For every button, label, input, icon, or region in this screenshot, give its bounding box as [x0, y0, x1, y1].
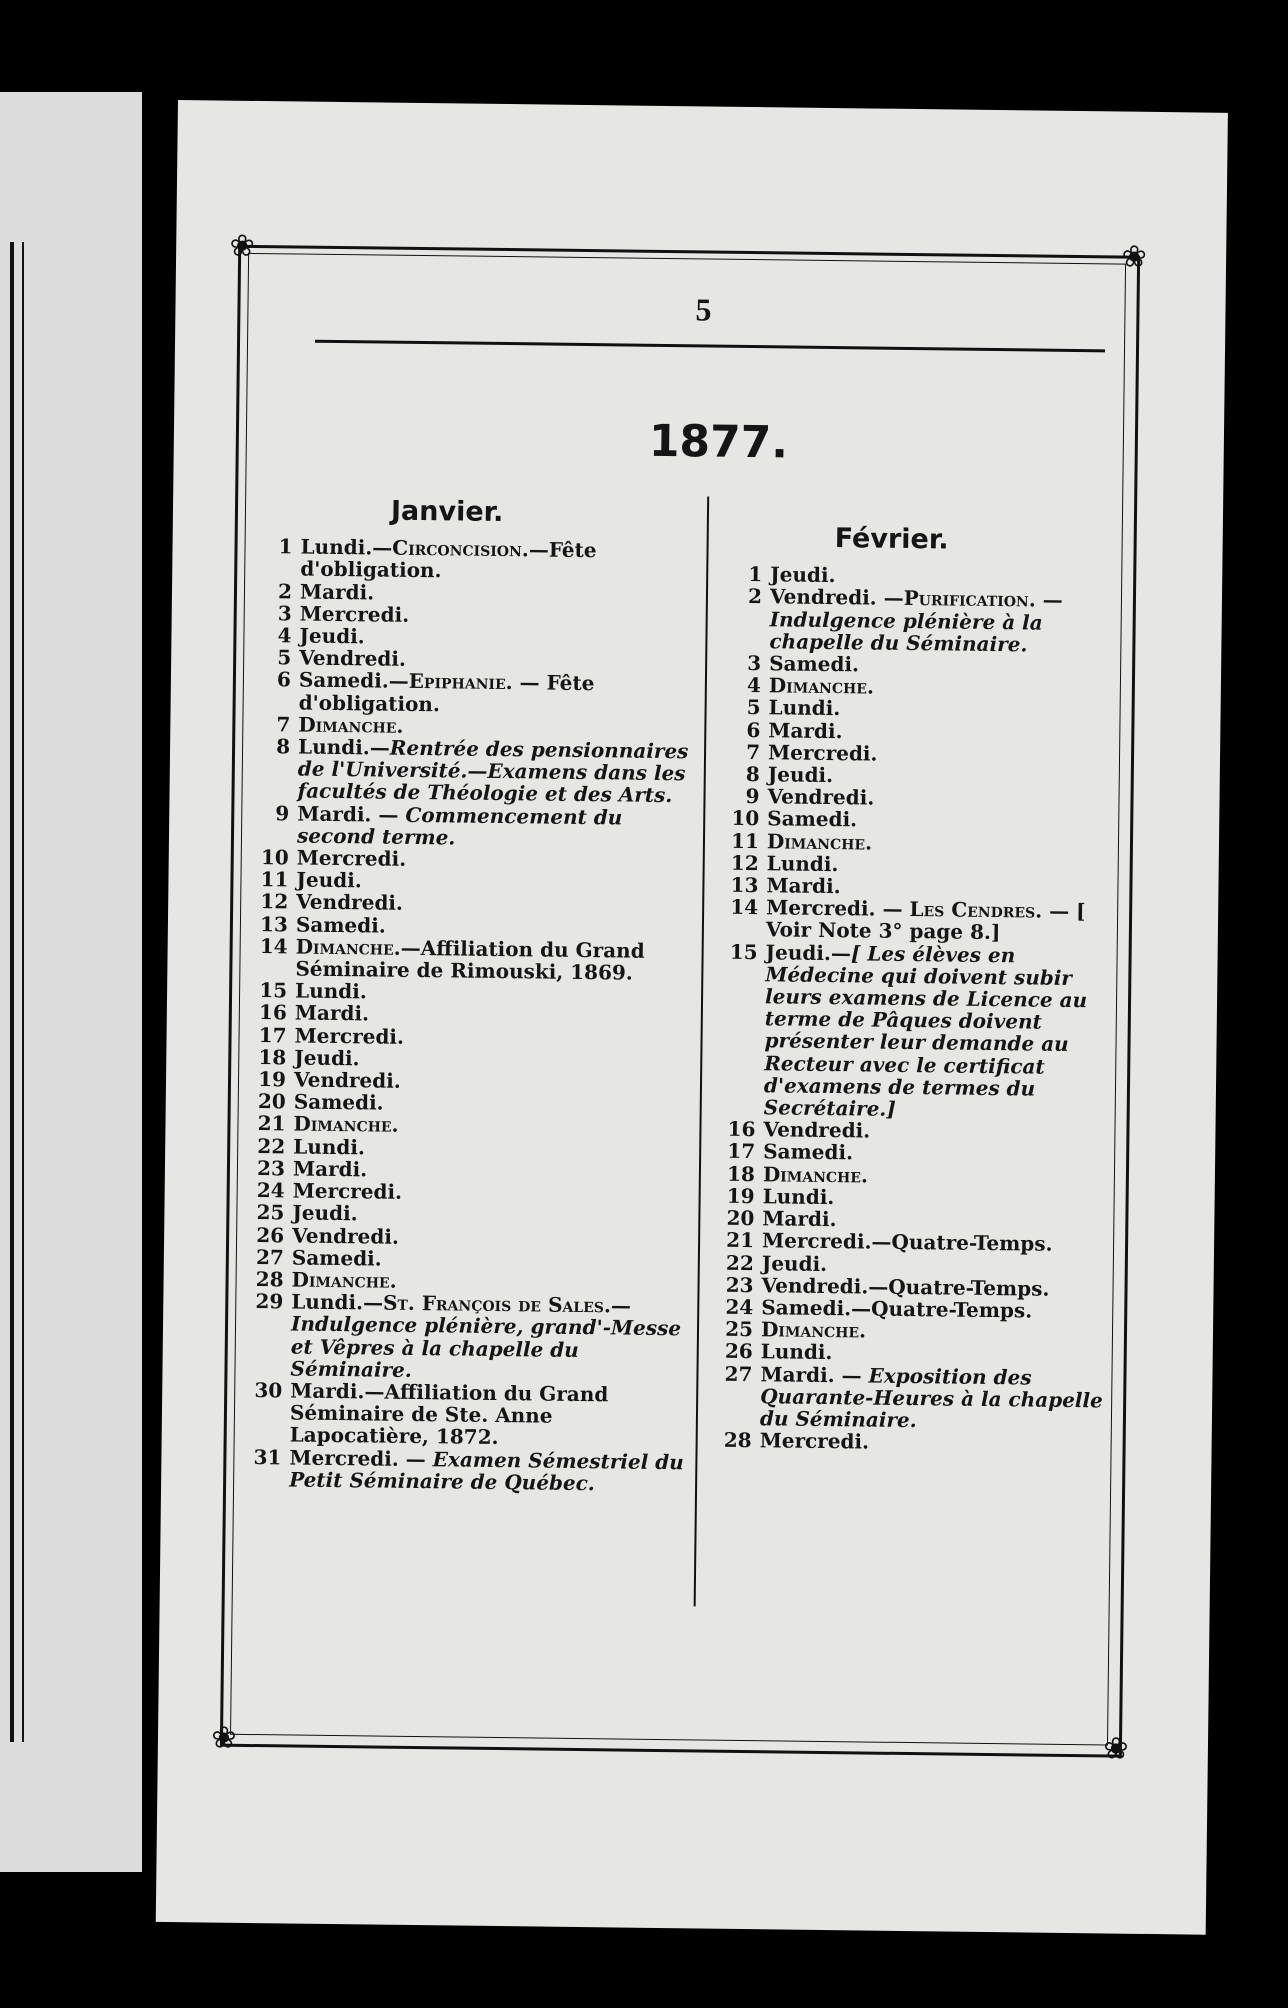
day-number: 17 — [258, 1022, 287, 1048]
corner-ornament-icon: ❀ — [211, 1720, 237, 1756]
day-number: 11 — [731, 828, 760, 853]
feast-name: Circoncision. — [392, 535, 529, 562]
day-number: 15 — [729, 939, 758, 964]
day-number: 24 — [256, 1178, 285, 1203]
separator: — — [388, 669, 409, 694]
day-number: 22 — [725, 1250, 754, 1275]
separator: — — [364, 1379, 385, 1404]
entry-text — [299, 669, 698, 718]
entry-note: Commencement du second terme. — [296, 802, 623, 850]
day-number: 19 — [258, 1067, 287, 1092]
entry-note: —Fête d'obligation. — [300, 537, 597, 583]
day-number: 8 — [745, 762, 760, 787]
weekday: Jeudi. — [294, 1045, 360, 1071]
weekday: Mercredi. — [759, 1428, 870, 1454]
separator: — — [400, 935, 421, 960]
calendar-entry — [255, 735, 696, 807]
day-number: 1 — [278, 534, 293, 559]
day-number: 7 — [276, 712, 291, 737]
day-number: 13 — [259, 911, 289, 937]
weekday: Vendredi. — [763, 1117, 871, 1143]
weekday: Dimanche. — [295, 934, 401, 960]
day-number: 16 — [258, 1000, 288, 1025]
day-number: 31 — [253, 1444, 282, 1469]
weekday: Mercredi. — [292, 1178, 403, 1204]
entry-text — [764, 941, 1114, 1123]
weekday: Vendredi. — [299, 645, 407, 672]
day-number: 7 — [746, 739, 761, 764]
weekday: Dimanche. — [293, 1111, 399, 1138]
day-number: 13 — [730, 872, 759, 898]
separator: — — [876, 585, 904, 611]
entry-note: Rentrée des pensionnaires de l'Université.—Examens dans les facultés de Théologie et des Arts. — [297, 735, 689, 808]
day-number: 2 — [747, 584, 763, 609]
separator: — — [830, 940, 852, 965]
entry-note: — Fête d'obligation. — [298, 670, 595, 716]
weekday: Vendredi. — [291, 1222, 400, 1249]
entry-text — [297, 736, 696, 807]
weekday: Dimanche. — [762, 1161, 869, 1188]
day-number: 18 — [258, 1044, 287, 1070]
weekday: Jeudi. — [299, 623, 365, 649]
entry-note: Quatre-Temps. — [891, 1230, 1053, 1257]
entry-note: — [ Voir Note 3° page 8.] — [765, 898, 1086, 945]
weekday: Mercredi. — [296, 845, 407, 871]
calendar-entry — [247, 1445, 688, 1495]
day-number: 11 — [260, 867, 289, 892]
entry-note: — Indulgence plénière, grand'-Messe et Vêpres à la chapelle du Séminaire. — [290, 1293, 682, 1382]
weekday: Vendredi. — [293, 1067, 401, 1093]
calendar-entry — [718, 1362, 1109, 1433]
entry-text — [766, 896, 1115, 945]
separator: — — [372, 535, 393, 560]
weekday: Vendredi. — [767, 784, 875, 810]
entry-note: — Indulgence plénière à la chapelle du Séminaire. — [769, 587, 1063, 657]
entry-text — [769, 586, 1118, 657]
weekday: Samedi. — [298, 667, 389, 694]
day-number: 5 — [277, 645, 292, 670]
separator: — — [398, 1446, 433, 1471]
day-number: 23 — [725, 1272, 754, 1297]
feast-name: St. François de Sales. — [382, 1290, 612, 1318]
weekday: Lundi. — [760, 1339, 833, 1365]
weekday: Dimanche. — [768, 673, 875, 699]
day-number: 3 — [277, 601, 292, 626]
weekday: Mardi. — [290, 1378, 365, 1404]
weekday: Lundi. — [294, 978, 367, 1004]
weekday: Dimanche. — [760, 1317, 867, 1343]
weekday: Mardi. — [294, 1000, 370, 1026]
fevrier-entries — [718, 563, 1119, 1456]
day-number: 2 — [277, 578, 293, 604]
entry-note: Affiliation du Grand Séminaire de Ste. Anne Lapocatière, 1872. — [289, 1379, 609, 1450]
feast-name: Epiphanie. — [408, 669, 513, 695]
weekday: Jeudi. — [292, 1200, 358, 1226]
left-page-border-rule — [22, 242, 24, 1742]
separator: — — [868, 1274, 889, 1299]
year-heading: 1877. — [648, 415, 789, 469]
weekday: Dimanche. — [298, 712, 404, 738]
day-number: 18 — [726, 1161, 756, 1186]
entry-text — [295, 935, 694, 984]
day-number: 22 — [257, 1133, 286, 1159]
day-number: 25 — [256, 1200, 285, 1225]
day-number: 12 — [260, 889, 289, 914]
separator: — — [834, 1362, 869, 1388]
left-page-edge — [0, 92, 142, 1872]
entry-note: [ Les élèves en Médecine qui doivent subir leurs examens de Licence au terme de Pâques doivent présenter leur demande au Recteur avec le certificat d'examens de termes du Secrétaire.] — [763, 940, 1088, 1121]
day-number: 16 — [727, 1117, 756, 1142]
day-number: 14 — [259, 933, 288, 959]
separator: — — [850, 1296, 872, 1321]
calendar-entry — [253, 935, 694, 985]
entry-note: Quatre-Temps. — [888, 1274, 1050, 1301]
page-number: 5 — [695, 291, 712, 328]
weekday: Jeudi. — [296, 867, 362, 893]
weekday: Mercredi. — [767, 740, 878, 766]
entry-text — [289, 1446, 688, 1495]
weekday: Jeudi. — [761, 1250, 828, 1276]
weekday: Samedi. — [293, 1089, 384, 1115]
day-number: 12 — [730, 850, 759, 875]
weekday: Jeudi. — [770, 562, 836, 588]
day-number: 21 — [257, 1111, 286, 1136]
day-number: 1 — [748, 562, 763, 587]
day-number: 15 — [259, 978, 288, 1003]
fevrier-column — [718, 523, 1119, 1456]
weekday: Mardi. — [762, 1206, 837, 1232]
weekday: Dimanche. — [766, 828, 873, 855]
weekday: Jeudi. — [767, 762, 834, 788]
weekday: Lundi. — [762, 1184, 835, 1209]
day-number: 28 — [723, 1427, 752, 1453]
weekday: Lundi. — [300, 534, 373, 560]
day-number: 5 — [746, 695, 761, 720]
weekday: Mercredi. — [761, 1228, 872, 1254]
entry-text — [300, 536, 699, 585]
weekday: Vendredi. — [769, 584, 877, 610]
weekday: Samedi. — [769, 651, 860, 677]
day-number: 27 — [255, 1244, 285, 1270]
day-number: 20 — [726, 1205, 755, 1231]
left-page-border-rule — [10, 242, 14, 1742]
calendar-entry — [718, 1429, 1108, 1456]
entry-note: Affiliation du Grand Séminaire de Rimouski, 1869. — [295, 935, 645, 985]
day-number: 23 — [256, 1155, 286, 1181]
day-number: 3 — [747, 651, 762, 676]
separator: — — [875, 896, 910, 922]
day-number: 17 — [727, 1139, 756, 1164]
day-number: 10 — [731, 806, 760, 831]
day-number: 6 — [746, 717, 761, 742]
separator: — — [362, 1290, 384, 1315]
entry-text — [760, 1363, 1109, 1434]
day-number: 25 — [725, 1316, 754, 1342]
weekday: Samedi. — [295, 912, 386, 938]
weekday: Mardi. — [766, 873, 841, 899]
weekday: Lundi. — [293, 1134, 366, 1160]
weekday: Jeudi. — [765, 939, 832, 965]
weekday: Mardi. — [292, 1156, 368, 1182]
entry-text — [297, 802, 696, 851]
day-number: 14 — [730, 895, 759, 920]
entry-text — [290, 1379, 689, 1450]
calendar-entry — [722, 940, 1114, 1122]
calendar-entry — [727, 585, 1118, 656]
calendar-entry — [258, 535, 699, 585]
day-number: 26 — [724, 1339, 753, 1364]
entry-text — [290, 1291, 689, 1385]
weekday: Vendredi. — [761, 1272, 869, 1299]
weekday: Lundi. — [766, 851, 839, 876]
entry-text — [760, 1429, 1108, 1455]
day-number: 4 — [746, 673, 762, 698]
calendar-entry — [248, 1379, 689, 1451]
weekday: Mercredi. — [289, 1444, 399, 1471]
day-number: 28 — [255, 1266, 284, 1292]
corner-ornament-icon: ❀ — [229, 228, 255, 264]
calendar-page — [156, 100, 1228, 1935]
weekday: Dimanche. — [291, 1267, 397, 1293]
calendar-entry — [248, 1290, 689, 1384]
separator: — — [871, 1229, 892, 1255]
weekday: Mercredi. — [294, 1023, 405, 1049]
feast-name: Les Cendres. — [909, 897, 1043, 923]
day-number: 4 — [277, 623, 292, 648]
janvier-entries — [247, 535, 699, 1495]
calendar-entry — [724, 896, 1115, 945]
separator: — — [369, 735, 390, 760]
weekday: Mercredi. — [299, 601, 410, 627]
day-number: 20 — [257, 1089, 286, 1114]
corner-ornament-icon: ❀ — [1121, 239, 1147, 275]
day-number: 24 — [725, 1294, 754, 1320]
separator: — — [371, 802, 406, 827]
weekday: Mardi. — [299, 579, 375, 605]
entry-note: Quatre-Temps. — [870, 1296, 1033, 1323]
day-number: 21 — [726, 1228, 755, 1253]
entry-note: Examen Sémestriel du Petit Séminaire de Québec. — [289, 1446, 684, 1495]
entry-note: Exposition des Quarante-Heures à la chapelle du Séminaire. — [759, 1363, 1103, 1433]
day-number: 26 — [256, 1222, 285, 1247]
corner-ornament-icon: ❀ — [1103, 1731, 1129, 1767]
calendar-entry — [257, 668, 698, 718]
weekday: Samedi. — [291, 1245, 382, 1271]
day-number: 27 — [724, 1361, 753, 1386]
month-title-fevrier: Février. — [834, 523, 949, 556]
weekday: Lundi. — [291, 1289, 364, 1315]
day-number: 10 — [260, 845, 289, 870]
day-number: 29 — [255, 1289, 284, 1314]
month-title-janvier: Janvier. — [390, 495, 504, 529]
calendar-entry — [255, 802, 696, 852]
weekday: Mardi. — [297, 801, 372, 827]
weekday: Samedi. — [761, 1295, 852, 1321]
weekday: Mardi. — [768, 717, 843, 743]
weekday: Lundi. — [768, 695, 841, 721]
day-number: 8 — [276, 734, 291, 759]
feast-name: Purification. — [903, 586, 1036, 612]
day-number: 9 — [275, 800, 290, 826]
weekday: Mardi. — [760, 1361, 835, 1387]
day-number: 30 — [254, 1377, 283, 1403]
day-number: 19 — [726, 1183, 755, 1209]
janvier-column — [247, 495, 699, 1495]
weekday: Lundi. — [297, 734, 370, 760]
weekday: Mercredi. — [766, 895, 876, 921]
day-number: 9 — [745, 784, 760, 809]
weekday: Samedi. — [767, 806, 858, 832]
day-number: 6 — [276, 667, 292, 692]
weekday: Samedi. — [763, 1139, 854, 1165]
weekday: Vendredi. — [296, 889, 404, 916]
